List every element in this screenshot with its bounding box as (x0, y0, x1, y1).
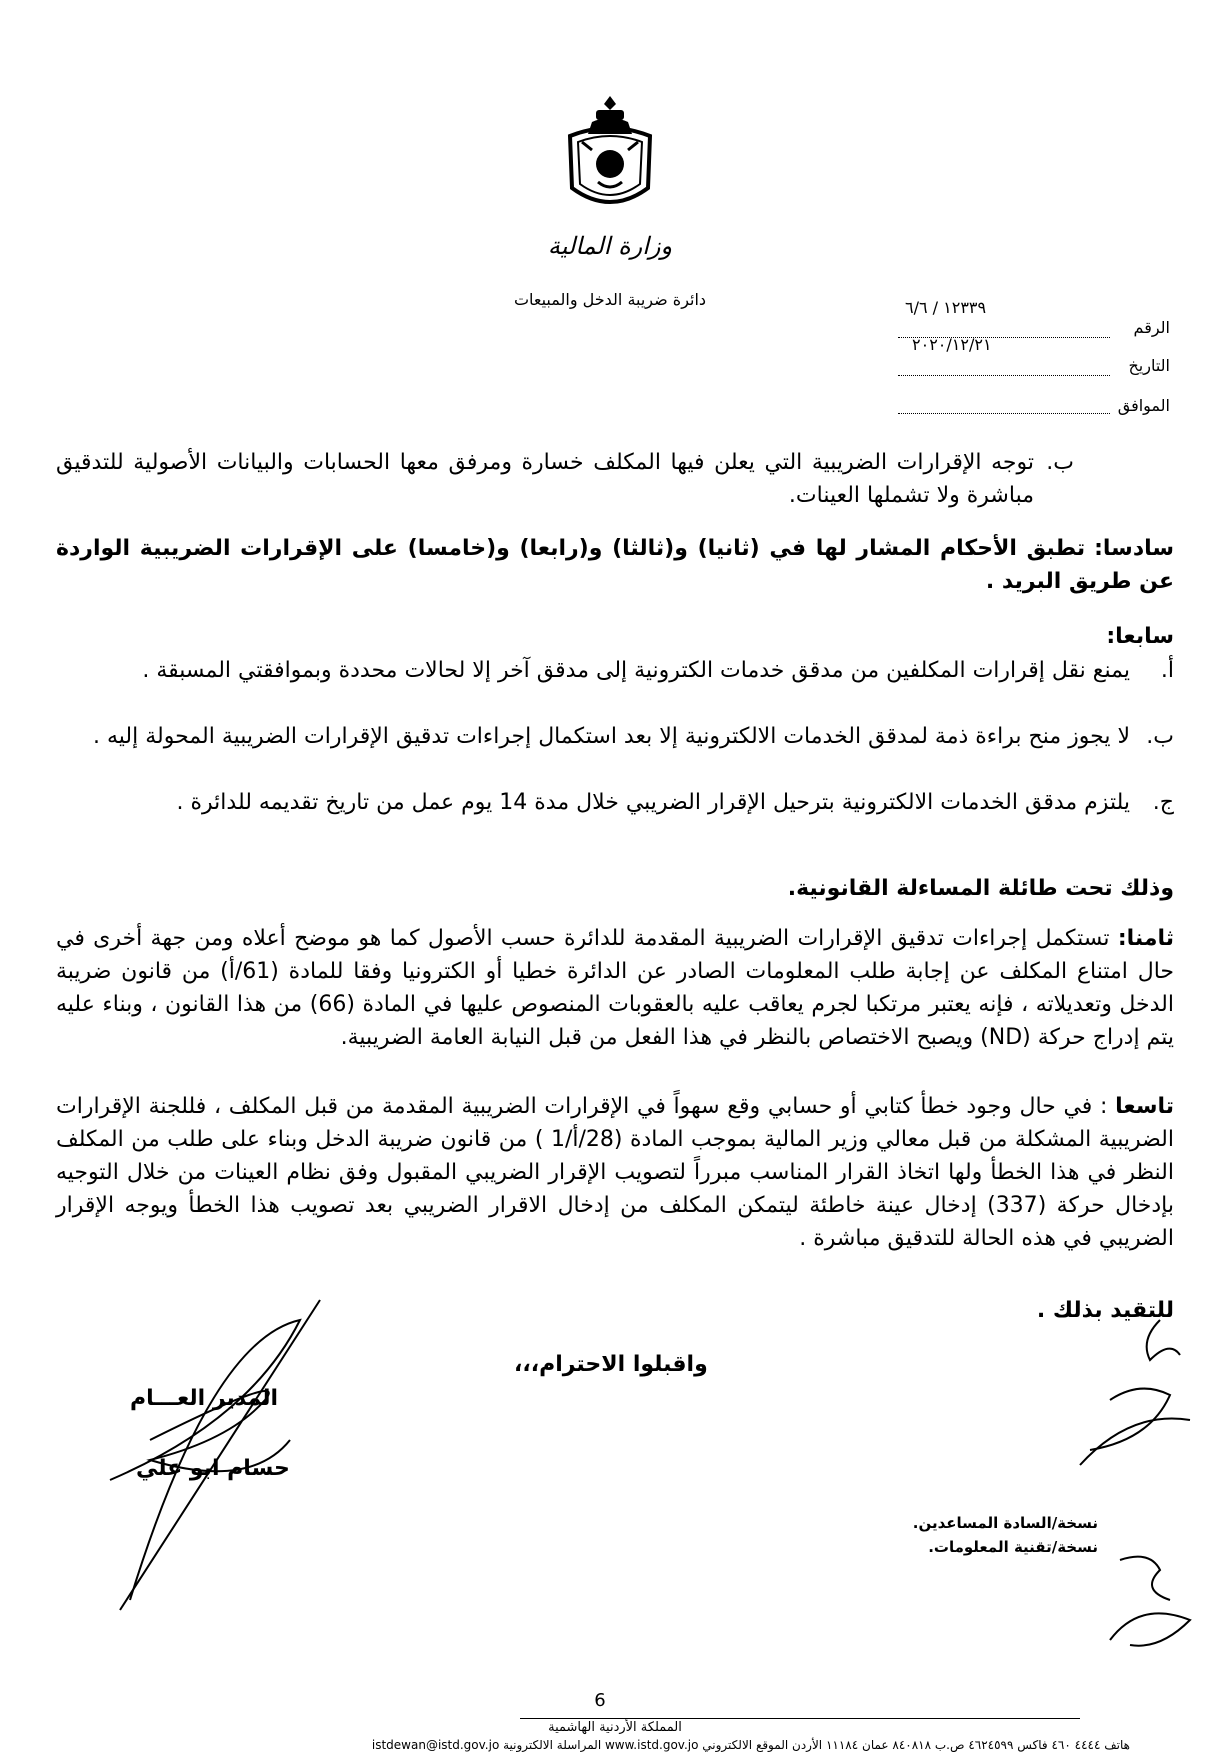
section-text: تطبق الأحكام المشار لها في (ثانيا) و(ثالثا) و(رابعا) و(خامسا) على الإقرارات الضريبية الواردة عن طريق البريد . (56, 536, 1174, 594)
section-eighth (56, 922, 1174, 1054)
ministry-name: وزارة المالية (547, 232, 673, 260)
department-name: دائرة ضريبة الدخل والمبيعات (513, 290, 707, 309)
date-label: التاريخ (1128, 356, 1170, 375)
section-label: سادسا: (1094, 536, 1175, 561)
closing-salutation: واقبلوا الاحترام،،، (514, 1352, 708, 1377)
item-letter: ب. (1146, 724, 1174, 749)
section-ninth (56, 1090, 1174, 1255)
intro-item-b (56, 446, 1174, 516)
footer-contact: هاتف ٤٤٤٤ ٤٦٠ فاكس ٤٦٢٤٥٩٩ ص.ب ٨٤٠٨١٨ عمان ١١١٨٤ الأردن الموقع الالكتروني www.istd.gov.jo المراسلة الالكترونية istdewan@istd.gov.jo (371, 1738, 1130, 1752)
corresponding-label: الموافق (1117, 396, 1170, 415)
section-seventh-label: سابعا: (1106, 624, 1174, 649)
date-value: ٢٠٢٠/١٢/٢١ (912, 335, 992, 354)
compliance-note: للتقيد بذلك . (1036, 1298, 1174, 1323)
copy-line-1: نسخة/السادة المساعدين. (912, 1514, 1098, 1532)
signatory-title: المدير العـــام (130, 1386, 279, 1411)
page-number: 6 (594, 1690, 606, 1711)
section-label: ثامنا: (1117, 926, 1175, 951)
footer-divider (520, 1718, 1080, 1719)
section-label: تاسعا (1115, 1094, 1174, 1119)
item-text: توجه الإقرارات الضريبية التي يعلن فيها المكلف خسارة ومرفق معها الحسابات والبيانات الأصولية للتدقيق مباشرة ولا تشملها العينات. (56, 450, 1034, 508)
seventh-item-c (56, 786, 1174, 852)
section-text: : في حال وجود خطأ كتابي أو حسابي وقع سهواً في الإقرارات الضريبية المقدمة من قبل المكلف ، فللجنة الإقرارات الضريبية المشكلة من قبل معالي وزير المالية بموجب المادة (28/أ/1 ) من قانون ضريبة الدخل وبناء على طلب من المكلف النظر في هذا الخطأ ولها اتخاذ القرار المناسب مبرراً لتصويب الإقرار الضريبي المقبول وفق نظام العينات من خلال التوجيه بإدخال حركة (337) إدخال عينة خاطئة ليتمكن المكلف من إدخال الاقرار الضريبي بعد تصويب هذا الخطأ ويوجه الإقرار الضريبي في هذه الحالة للتدقيق مباشرة . (56, 1094, 1175, 1251)
item-letter: ب. (1046, 450, 1074, 475)
seventh-item-b (56, 720, 1174, 786)
item-letter: أ. (1160, 658, 1174, 683)
item-text: يمنع نقل إقرارات المكلفين من مدقق خدمات الكترونية إلى مدقق آخر إلا لحالات محددة وبموافقتي المسبقة . (142, 658, 1130, 683)
item-text: يلتزم مدقق الخدمات الالكترونية بترحيل الإقرار الضريبي خلال مدة 14 يوم عمل من تاريخ تقديمه للدائرة . (176, 790, 1130, 815)
item-text: لا يجوز منح براءة ذمة لمدقق الخدمات الالكترونية إلا بعد استكمال إجراءات تدقيق الإقرارات الضريبية المحولة إليه . (93, 724, 1130, 749)
signatory-name: حسام ابو علي (136, 1456, 290, 1481)
item-letter: ج. (1152, 790, 1174, 815)
number-value: ١٢٣٣٩ / ٦/٦ (905, 298, 987, 317)
seventh-item-a (56, 654, 1174, 720)
section-sixth (56, 532, 1174, 598)
footer-kingdom: المملكة الأردنية الهاشمية (548, 1720, 682, 1735)
copy-line-2: نسخة/تقنية المعلومات. (928, 1538, 1098, 1556)
date-dotted-line (898, 374, 1110, 376)
corresponding-dotted-line (898, 412, 1110, 414)
signature-icon (90, 1280, 350, 1630)
legal-note: وذلك تحت طائلة المساءلة القانونية. (787, 876, 1174, 901)
handwritten-initials-icon (1100, 1540, 1200, 1660)
section-text: تستكمل إجراءات تدقيق الإقرارات الضريبية المقدمة للدائرة حسب الأصول كما هو موضح أعلاه ومن جهة أخرى في حال امتناع المكلف عن إجابة طلب المعلومات الصادر عن الدائرة خطيا أو الكترونيا وفقا للمادة (61/أ) من قانون ضريبة الدخل وتعديلاته ، فإنه يعتبر مرتكبا لجرم يعاقب عليه بالعقوبات المنصوص عليها في المادة (66) من هذا القانون ، وبناء عليه يتم إدراج حركة (ND) ويصبح الاختصاص بالنظر في هذا الفعل من قبل النيابة العامة الضريبية. (56, 926, 1174, 1050)
handwritten-annotation-icon (1070, 1300, 1200, 1470)
number-label: الرقم (1133, 318, 1170, 337)
crest-emblem-icon (562, 92, 658, 216)
